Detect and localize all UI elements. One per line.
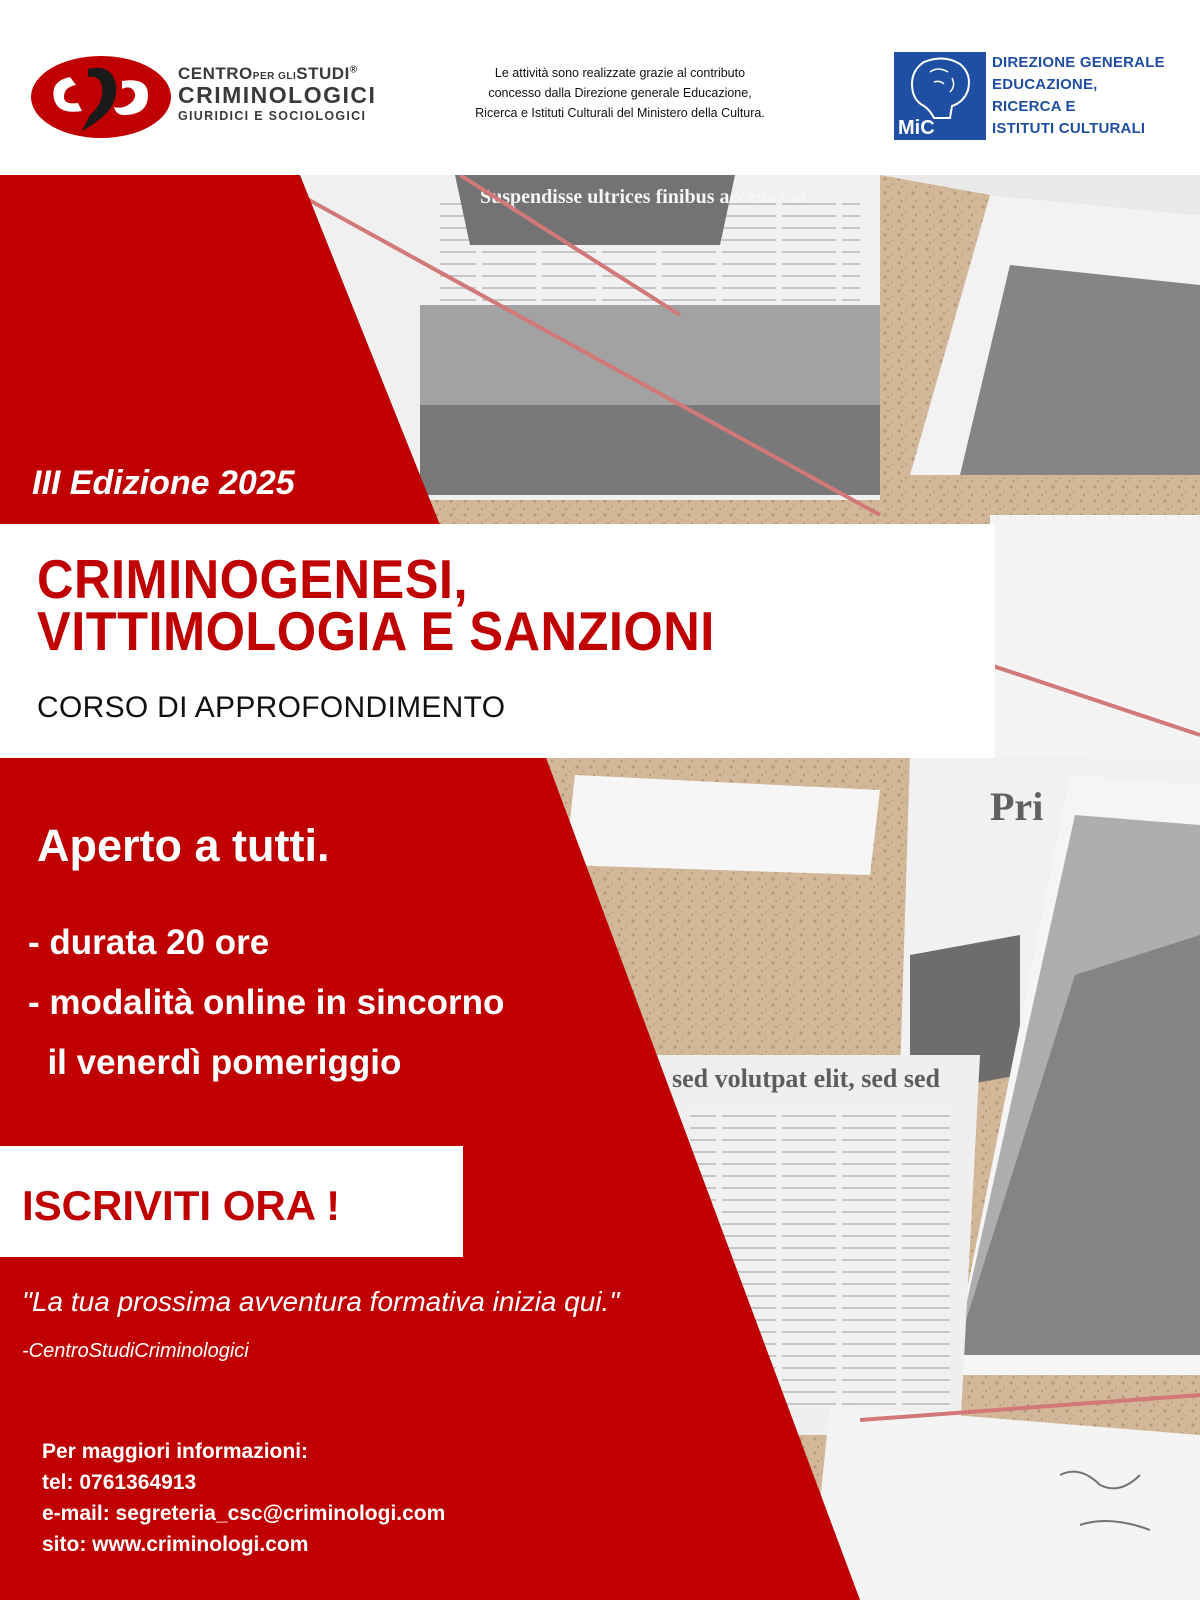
funding-line: Le attività sono realizzate grazie al contributo xyxy=(494,66,746,80)
mic-badge xyxy=(894,52,986,140)
ministry-logo xyxy=(894,52,1194,142)
course-details-list xyxy=(28,913,504,1093)
course-subtitle: CORSO DI APPROFONDIMENTO xyxy=(37,691,506,724)
funding-notice xyxy=(440,63,800,123)
course-title-line: CRIMINOGENESI, xyxy=(37,548,468,610)
open-to-all-heading: Aperto a tutti. xyxy=(37,820,330,871)
contact-email[interactable]: e-mail: segreteria_csc@criminologi.com xyxy=(42,1502,446,1525)
signup-cta[interactable]: ISCRIVITI ORA ! xyxy=(22,1182,341,1229)
bg-headline: sed volutpat elit, sed sed xyxy=(672,1064,940,1093)
logo-word-pergli: PER GLI xyxy=(252,71,297,82)
motto-quote: "La tua prossima avventura formativa inizia qui." xyxy=(22,1286,620,1317)
motto-author: -CentroStudiCriminologici xyxy=(22,1340,249,1362)
bg-masthead: Pri xyxy=(990,784,1044,829)
funding-line: Ricerca e Istituti Culturali del Ministero della Cultura. xyxy=(475,106,765,120)
ministry-line: RICERCA E xyxy=(992,98,1076,115)
logo-word-centro: CENTRO xyxy=(178,64,253,83)
logo-word-criminologici: CRIMINOLOGICI xyxy=(178,82,377,108)
csc-logo-text xyxy=(178,65,376,123)
logo-word-studi: STUDI xyxy=(296,64,350,83)
ministry-line: ISTITUTI CULTURALI xyxy=(992,120,1146,137)
csc-logo-mark xyxy=(30,55,172,140)
csc-logo xyxy=(30,55,430,140)
course-detail-item: - durata 20 ore xyxy=(28,923,270,962)
funding-line: concesso dalla Direzione generale Educazione, xyxy=(488,86,752,100)
course-detail-item: - modalità online in sincorno xyxy=(28,983,505,1022)
edition-label: III Edizione 2025 xyxy=(32,464,295,502)
course-detail-item: il venerdì pomeriggio xyxy=(28,1043,402,1082)
course-title xyxy=(37,548,715,662)
mic-badge-label: MiC xyxy=(898,117,935,139)
statue-head-icon xyxy=(894,52,986,140)
contact-website[interactable]: sito: www.criminologi.com xyxy=(42,1533,309,1556)
contact-heading: Per maggiori informazioni: xyxy=(42,1440,309,1463)
course-title-line: VITTIMOLOGIA E SANZIONI xyxy=(37,600,715,662)
logo-tagline: GIURIDICI E SOCIOLOGICI xyxy=(178,109,367,123)
contact-info xyxy=(42,1436,445,1560)
registered-mark: ® xyxy=(349,64,358,76)
bg-headline: Suspendisse ultrices finibus accenas at xyxy=(480,186,807,208)
ministry-name xyxy=(992,52,1165,140)
header-bar xyxy=(0,0,1200,175)
ministry-line: DIREZIONE GENERALE xyxy=(992,54,1165,71)
ministry-line: EDUCAZIONE, xyxy=(992,76,1098,93)
contact-phone[interactable]: tel: 0761364913 xyxy=(42,1471,197,1494)
